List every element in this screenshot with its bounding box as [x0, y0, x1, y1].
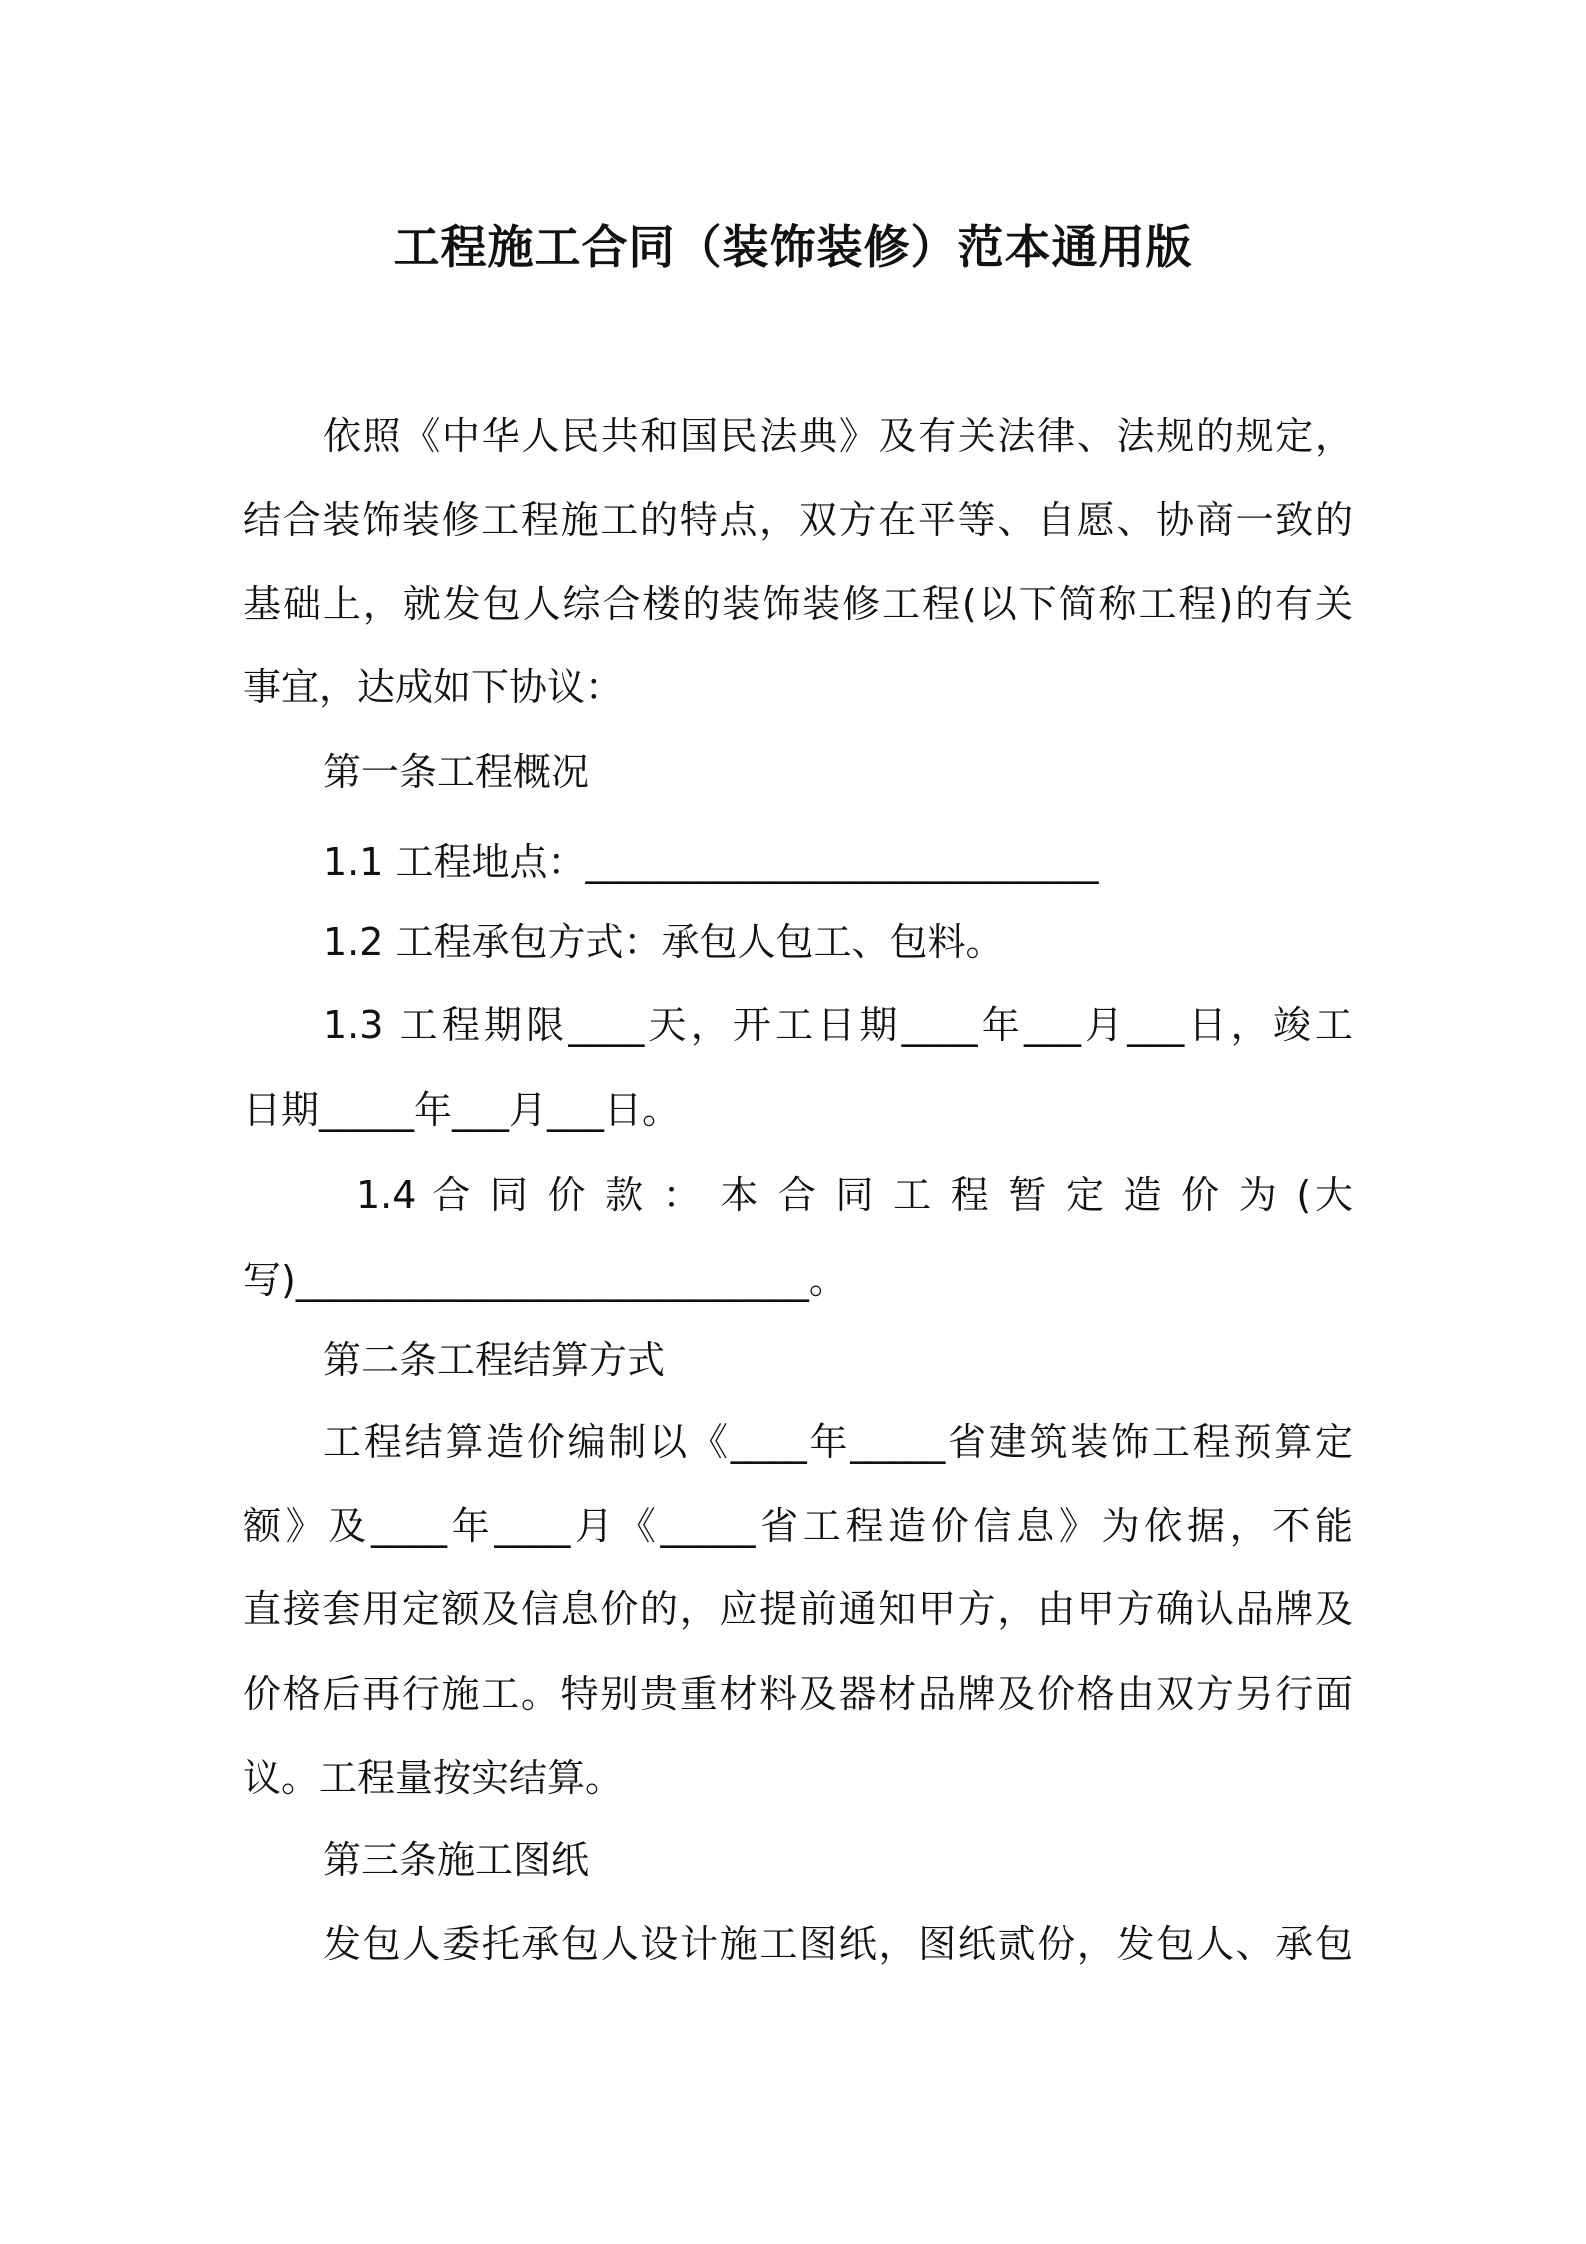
article-2-line-5: 议。工程量按实结算。 [243, 1756, 624, 1800]
clause-1-1: 1.1 工程地点：___________________________ [323, 840, 1099, 884]
clause-1-4-line-1: 1.4 合 同 价 款 ： 本 合 同 工 程 暂 定 造 价 为 (大 [356, 1173, 1353, 1217]
article-2-heading: 第二条工程结算方式 [323, 1338, 666, 1382]
clause-1-3-line-1: 1.3 工程期限____天，开工日期____年___月___日，竣工 [323, 1003, 1353, 1047]
article-3-heading: 第三条施工图纸 [323, 1838, 590, 1882]
article-2-line-3: 直接套用定额及信息价的，应提前通知甲方，由甲方确认品牌及 [243, 1587, 1353, 1631]
preamble-line-4: 事宜，达成如下协议： [243, 665, 624, 709]
article-2-line-2: 额》及____年____月《_____省工程造价信息》为依据，不能 [243, 1504, 1353, 1548]
article-1-heading: 第一条工程概况 [323, 750, 590, 794]
preamble-line-3: 基础上，就发包人综合楼的装饰装修工程(以下简称工程)的有关 [243, 582, 1353, 626]
article-2-line-1: 工程结算造价编制以《____年_____省建筑装饰工程预算定 [323, 1420, 1353, 1464]
document-title: 工程施工合同（装饰装修）范本通用版 [393, 220, 1193, 274]
preamble-line-2: 结合装饰装修工程施工的特点，双方在平等、自愿、协商一致的 [243, 498, 1353, 542]
preamble-line-1: 依照《中华人民共和国民法典》及有关法律、法规的规定， [323, 414, 1353, 458]
clause-1-3-line-2: 日期_____年___月___日。 [243, 1088, 681, 1132]
clause-1-2: 1.2 工程承包方式：承包人包工、包料。 [323, 920, 1004, 964]
clause-1-4-line-2: 写)___________________________。 [243, 1258, 847, 1302]
article-3-line-1: 发包人委托承包人设计施工图纸，图纸贰份，发包人、承包 [323, 1922, 1353, 1966]
article-2-line-4: 价格后再行施工。特别贵重材料及器材品牌及价格由双方另行面 [243, 1672, 1353, 1716]
